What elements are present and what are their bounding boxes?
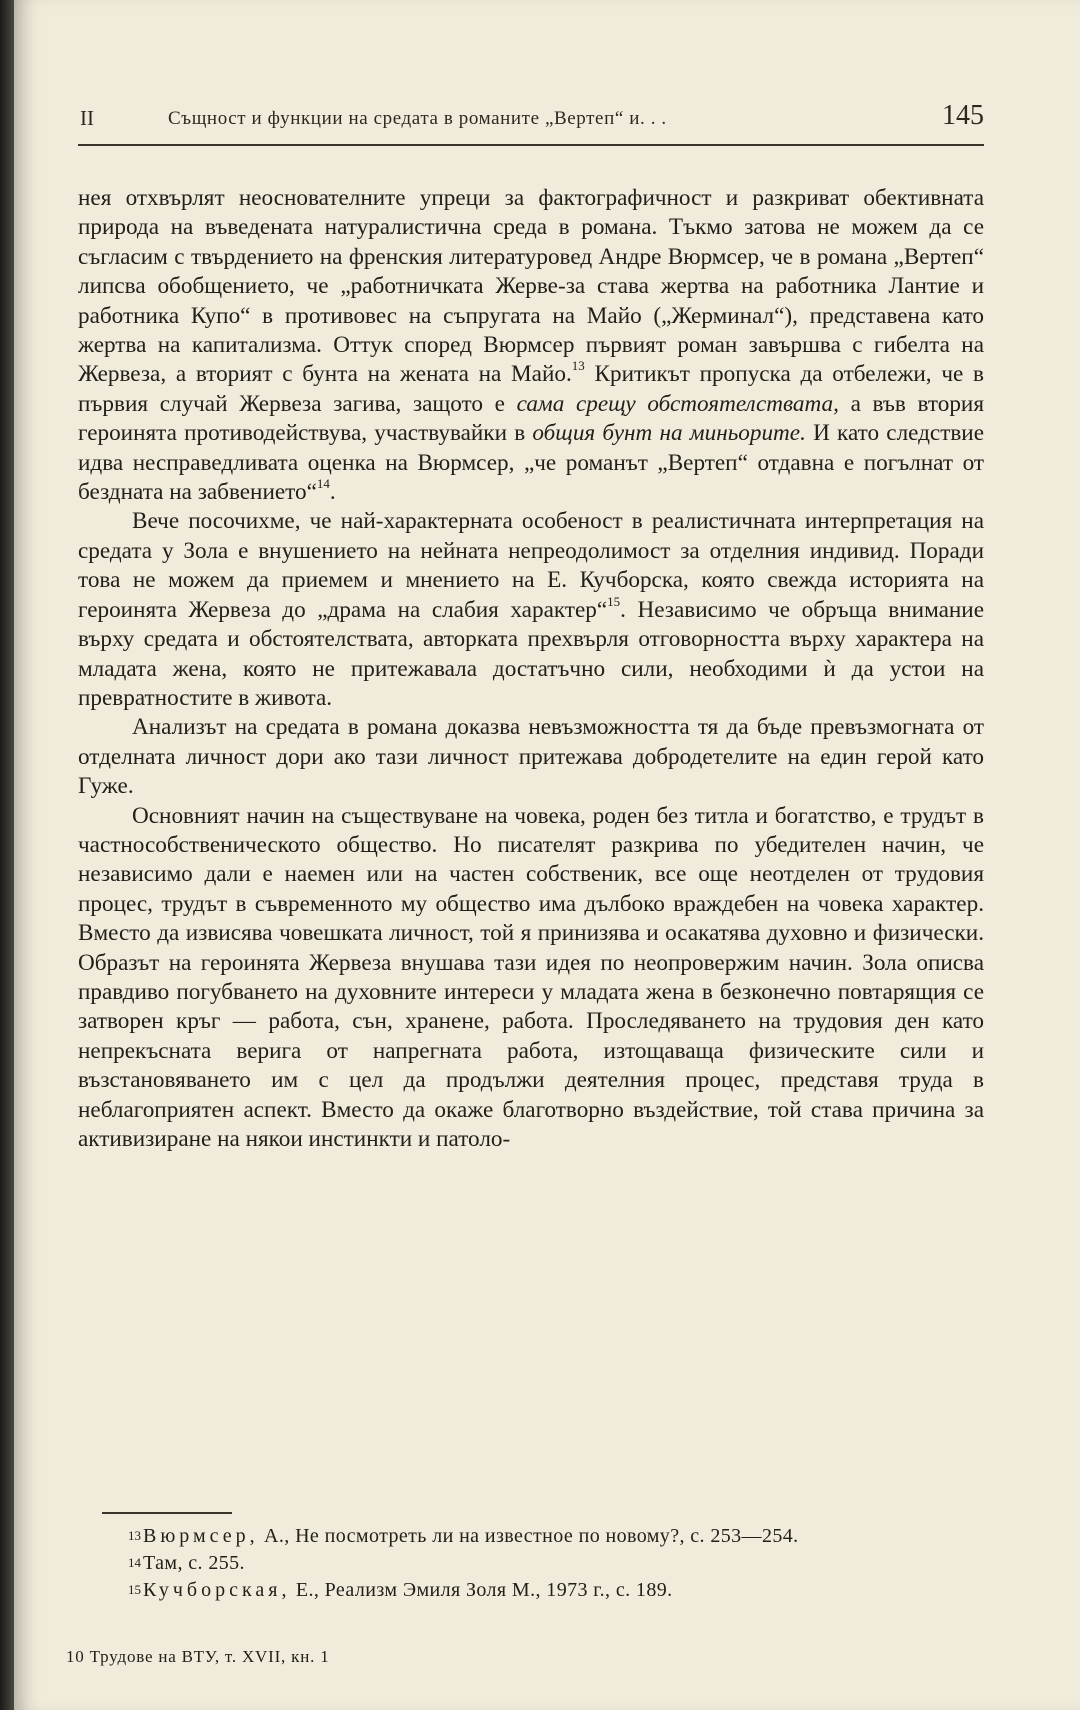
footnote-ref-14: 14 [316,476,330,492]
page-number: 145 [942,100,984,131]
paragraph-4: Основният начин на съществуване на човека, роден без титла и богатство, е трудът в частнособственическото общество. Но писателят разкрива по убедителен начин, че независимо дали е наемен или на частен собственик, все още неотделен от трудовия процес, трудът в съвременното му общество има дълбоко враждебен на човека характер. Вместо да извисява човешката личност, той я принизява и осакатява духовно и физически. Образът на героинята Жервеза внушава тази идея по неопровержим начин. Зола описва правдиво погубването на духовните интереси у младата жена в безконечно повтарящия се затворен кръг — работа, сън, хранене, работа. Проследяването на трудовия ден като непрекъсната верига от напрегната работа, изтощаваща физическите сили и възстановяването им с цел да продължи деятелния процес, представя труда в неблагоприятен аспект. Вместо да окаже благотворно въздействие, той става причина за активизиране на някои инстинкти и патоло- [78,802,984,1152]
main-text [78,184,984,1154]
footnote-author: Кучборская, [143,1579,291,1601]
paragraph-1-text-c: а във втория героинята противодействува, участвувайки в [78,390,984,447]
paragraph-1 [78,184,984,507]
book-page [14,0,1080,1710]
footnote-13 [78,1524,984,1548]
paragraph-2-text-b: . Независимо че обръща внимание върху средата и обстоятелствата, авторката прехвърля отговорността върху характера на младата жена, която не притежавала достатъчно сили, необходими ѝ да устои на превратностите в живота. [78,596,984,711]
paragraph-3: Анализът на средата в романа доказва невъзможността тя да бъде превъзмогната от отделната личност дори ако тази личност притежава добродетелите на един герой като Гуже. [78,714,984,800]
italic-phrase-2: общия бунт на миньорите. [532,420,806,447]
paragraph-1-text-d: И като следствие идва несправедливата оценка на Вюрмсер, „че романът „Вертеп“ отдавна е погълнат от бездната на забвението“ [78,420,984,506]
footnote-text: А., Не посмотреть ли на известное по новому?, с. 253—254. [258,1525,799,1547]
paragraph-1-text-e: . [329,479,336,506]
running-title: Същност и функции на средата в романите „Вертеп“ и. . . [168,108,667,129]
footnote-ref-15: 15 [607,593,621,609]
printer-signature: 10 Трудове на ВТУ, т. XVII, кн. 1 [66,1647,330,1666]
footnote-ref-13: 13 [571,358,585,374]
footnote-text: Е., Реализм Эмиля Золя М., 1973 г., с. 189. [290,1579,673,1601]
book-spine [0,0,14,1710]
chapter-number: II [80,106,94,130]
footnote-number: 15 [128,1582,141,1597]
italic-phrase-1: сама срещу обстоятелствата, [516,390,839,417]
paragraph-1-text-a: нея отхвърлят неоснователните упреци за фактографичност и разкриват обективната природа на въведената натуралистична среда в романа. Тъкмо затова не можем да се съгласим с твърдението на френския литературовед Андре Вюрмсер, че в романа „Вертеп“ липсва обобщението, че „работничката Жерве-за става жертва на работника Лантие и работника Купо“ в противовес на съпругата на Майо („Жерминал“), представена като жертва на капитализма. Оттук според Вюрмсер първият роман завършва с гибелта на Жервеза, а вторият с бунта на жената на Майо. [78,185,984,388]
footnote-separator [102,1512,232,1514]
footnotes [78,1524,984,1605]
running-header [78,100,984,146]
footnote-author: Вюрмсер, [143,1525,259,1547]
footnote-number: 14 [128,1555,141,1570]
footnote-14 [78,1551,984,1575]
paragraph-1-text-b: Критикът пропуска да отбележи, че в първия случай Жервеза загива, защото е [78,361,984,417]
footnote-text: Там, с. 255. [143,1552,245,1574]
footnote-15 [78,1578,984,1602]
paragraph-2 [78,507,984,713]
footnote-number: 13 [128,1528,141,1543]
paragraph-2-text-a: Вече посочихме, че най-характерната особеност в реалистичната интерпретация на средата у Зола е внушението на нейната непреодолимост за отделния индивид. Поради това не можем да приемем и мнението на Е. Кучборска, която свежда историята на героинята Жервеза до „драма на слабия характер“ [78,508,984,623]
